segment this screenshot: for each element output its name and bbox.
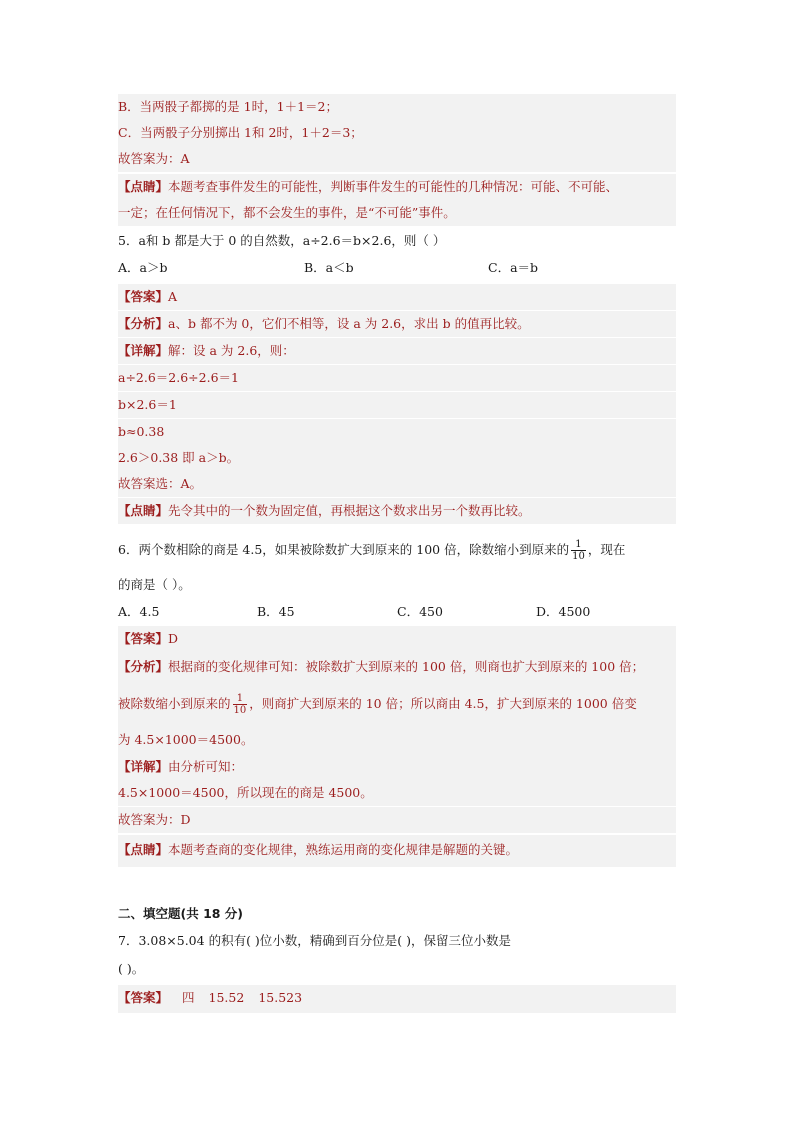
q5-step-2: b×2.6＝1	[118, 392, 676, 418]
q7-answer-line	[118, 985, 676, 1013]
analysis-text-2b: ，则商扩大到原来的 10 倍；所以商由 4.5，扩大到原来的 1000 倍变	[249, 696, 637, 711]
detail-tag: 【详解】	[118, 343, 169, 358]
option-c-explanation: C．当两骰子分别掷出 1和 2时，1＋2＝3；	[118, 120, 676, 146]
question-5-options	[118, 255, 676, 281]
note-text: 本题考查商的变化规律，熟练运用商的变化规律是解题的关键。	[168, 842, 519, 857]
q6-analysis-line-3: 为 4.5×1000＝4500。	[118, 726, 676, 754]
answer-2: 15.52	[208, 990, 245, 1005]
q6-answer-line	[118, 626, 676, 652]
detail-text: 由分析可知：	[168, 759, 244, 774]
answer-1: 四	[182, 990, 195, 1005]
note-tag: 【点睛】	[118, 179, 169, 194]
question-7-stem-cont: ( )。	[118, 961, 145, 976]
q6-conclusion: 故答案为：D	[118, 807, 676, 833]
analysis-text: a、b 都不为 0，它们不相等，设 a 为 2.6，求出 b 的值再比较。	[168, 316, 530, 331]
note-tag: 【点睛】	[118, 503, 169, 518]
note-line-cont: 一定；在任何情况下，都不会发生的事件，是“不可能”事件。	[118, 200, 676, 226]
q5-step-4: 2.6＞0.38 即 a＞b。	[118, 445, 676, 471]
option-b-explanation: B．当两骰子都掷的是 1时，1＋1＝2；	[118, 94, 676, 120]
fraction-one-tenth	[233, 693, 248, 716]
option-d: D．4500	[536, 604, 591, 619]
answer-tag: 【答案】	[118, 289, 169, 304]
answer-value: D	[168, 631, 179, 646]
q5-step-1: a÷2.6＝2.6÷2.6＝1	[118, 365, 676, 391]
fraction-one-tenth	[571, 539, 586, 562]
option-c: C．a＝b	[488, 260, 539, 275]
fraction-denominator: 10	[572, 551, 585, 562]
q5-answer-line	[118, 284, 676, 310]
analysis-tag: 【分析】	[118, 659, 169, 674]
q6-detail-line	[118, 754, 676, 780]
question-6-stem	[118, 534, 676, 566]
option-b: B．45	[257, 604, 295, 619]
q6-stem-a: 6．两个数相除的商是 4.5，如果被除数扩大到原来的 100 倍，除数缩小到原来的	[118, 542, 570, 557]
answer-conclusion: 故答案为：A	[118, 146, 676, 172]
option-a: A．4.5	[118, 604, 160, 619]
option-c: C．450	[397, 604, 443, 619]
question-5-stem: 5．a和 b 都是大于 0 的自然数，a÷2.6＝b×2.6，则（ ）	[118, 233, 446, 248]
detail-text: 解：设 a 为 2.6，则：	[168, 343, 295, 358]
question-6-options	[118, 599, 676, 625]
q6-note-line	[118, 835, 676, 867]
answer-3: 15.523	[258, 990, 303, 1005]
q6-analysis-line-2	[118, 682, 676, 726]
answer-tag: 【答案】	[118, 631, 169, 646]
analysis-tag: 【分析】	[118, 316, 169, 331]
option-a: A．a＞b	[118, 260, 168, 275]
note-text: 先令其中的一个数为固定值，再根据这个数求出另一个数再比较。	[168, 503, 531, 518]
q5-note-line	[118, 498, 676, 524]
question-7-stem: 7．3.08×5.04 的积有( )位小数，精确到百分位是( )，保留三位小数是	[118, 933, 512, 948]
fraction-numerator: 1	[233, 693, 248, 705]
q5-step-5: 故答案选：A。	[118, 471, 676, 497]
detail-tag: 【详解】	[118, 759, 169, 774]
q6-stem-b: ，现在	[587, 542, 626, 557]
note-line	[118, 174, 676, 200]
answer-value: A	[168, 289, 178, 304]
question-6-stem-cont: 的商是（ ）。	[118, 577, 191, 592]
analysis-text: 根据商的变化规律可知：被除数扩大到原来的 100 倍，则商也扩大到原来的 100 倍；	[168, 659, 645, 674]
q5-analysis-line	[118, 311, 676, 337]
fraction-denominator: 10	[233, 705, 247, 716]
q6-step: 4.5×1000＝4500，所以现在的商是 4500。	[118, 780, 676, 806]
answer-tag: 【答案】	[118, 990, 169, 1005]
option-b: B．a＜b	[304, 260, 354, 275]
analysis-text-2a: 被除数缩小到原来的	[118, 696, 231, 711]
fraction-numerator: 1	[571, 539, 586, 551]
note-text: 本题考查事件发生的可能性，判断事件发生的可能性的几种情况：可能、不可能、	[168, 179, 619, 194]
q5-detail-line	[118, 338, 676, 364]
q5-step-3: b≈0.38	[118, 419, 676, 445]
section-2-heading: 二、填空题(共 18 分)	[118, 906, 244, 921]
note-tag: 【点睛】	[118, 842, 169, 857]
q6-analysis-line-1	[118, 652, 676, 682]
